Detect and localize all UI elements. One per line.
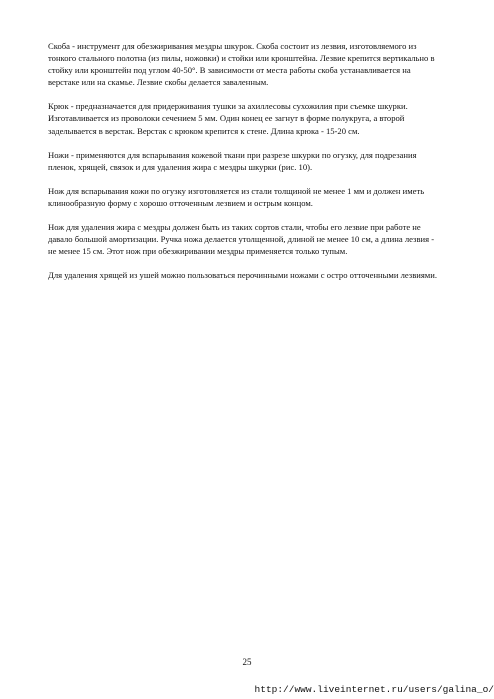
paragraph-nozhi: Ножи - применяются для вспарывания кожевой ткани при разрезе шкурки по огузку, для подрезания пленок, хрящей, связок и для удаления жира с мездры шкурки (рис. 10). [48,149,417,172]
source-watermark: http://www.liveinternet.ru/users/galina_o/ [254,684,494,695]
paragraph-hryashchi: Для удаления хрящей из ушей можно пользоваться перочинными ножами с остро отточенными лезвиями. [48,270,437,281]
page-body [48,40,444,293]
paragraph-nozh-vsparyvanie: Нож для вспарывания кожи по огузку изготовляется из стали толщиной не менее 1 мм и должен иметь клинообразную форму с хорошо отточенным лезвием и острым концом. [48,185,425,208]
paragraph-skoba: Скоба - инструмент для обезжиривания мездры шкурок. Скоба состоит из лезвия, изготовляемого из тонкого стального полотна (из пилы, ножовки) и стойки или кронштейна. Лезвие крепится вертикально в стойку или кронштейн под углом 40-50°. В зависимости от места работы скоба устанавливается на верстаке или на скамье. Лезвие скобы делается заваленным. [48,41,435,88]
paragraph-nozh-zhir: Нож для удаления жира с мездры должен быть из таких сортов стали, чтобы его лезвие при работе не давало большой амортизации. Ручка ножа делается утолщенной, длиной не менее 10 см, а длина лезвия - не менее 15 см. Этот нож при обезжиривании мездры применяется только тупым. [48,222,435,257]
paragraph-kryuk: Крюк - предназначается для придерживания тушки за ахиллесовы сухожилия при съемке шкурки. Изготавливается из проволоки сечением 5 мм. Один конец ее загнут в форме полукруга, а второй заделывается в верстак. Верстак с крюком крепится к стене. Длина крюка - 15-20 см. [48,101,408,136]
page-number: 25 [242,657,252,667]
